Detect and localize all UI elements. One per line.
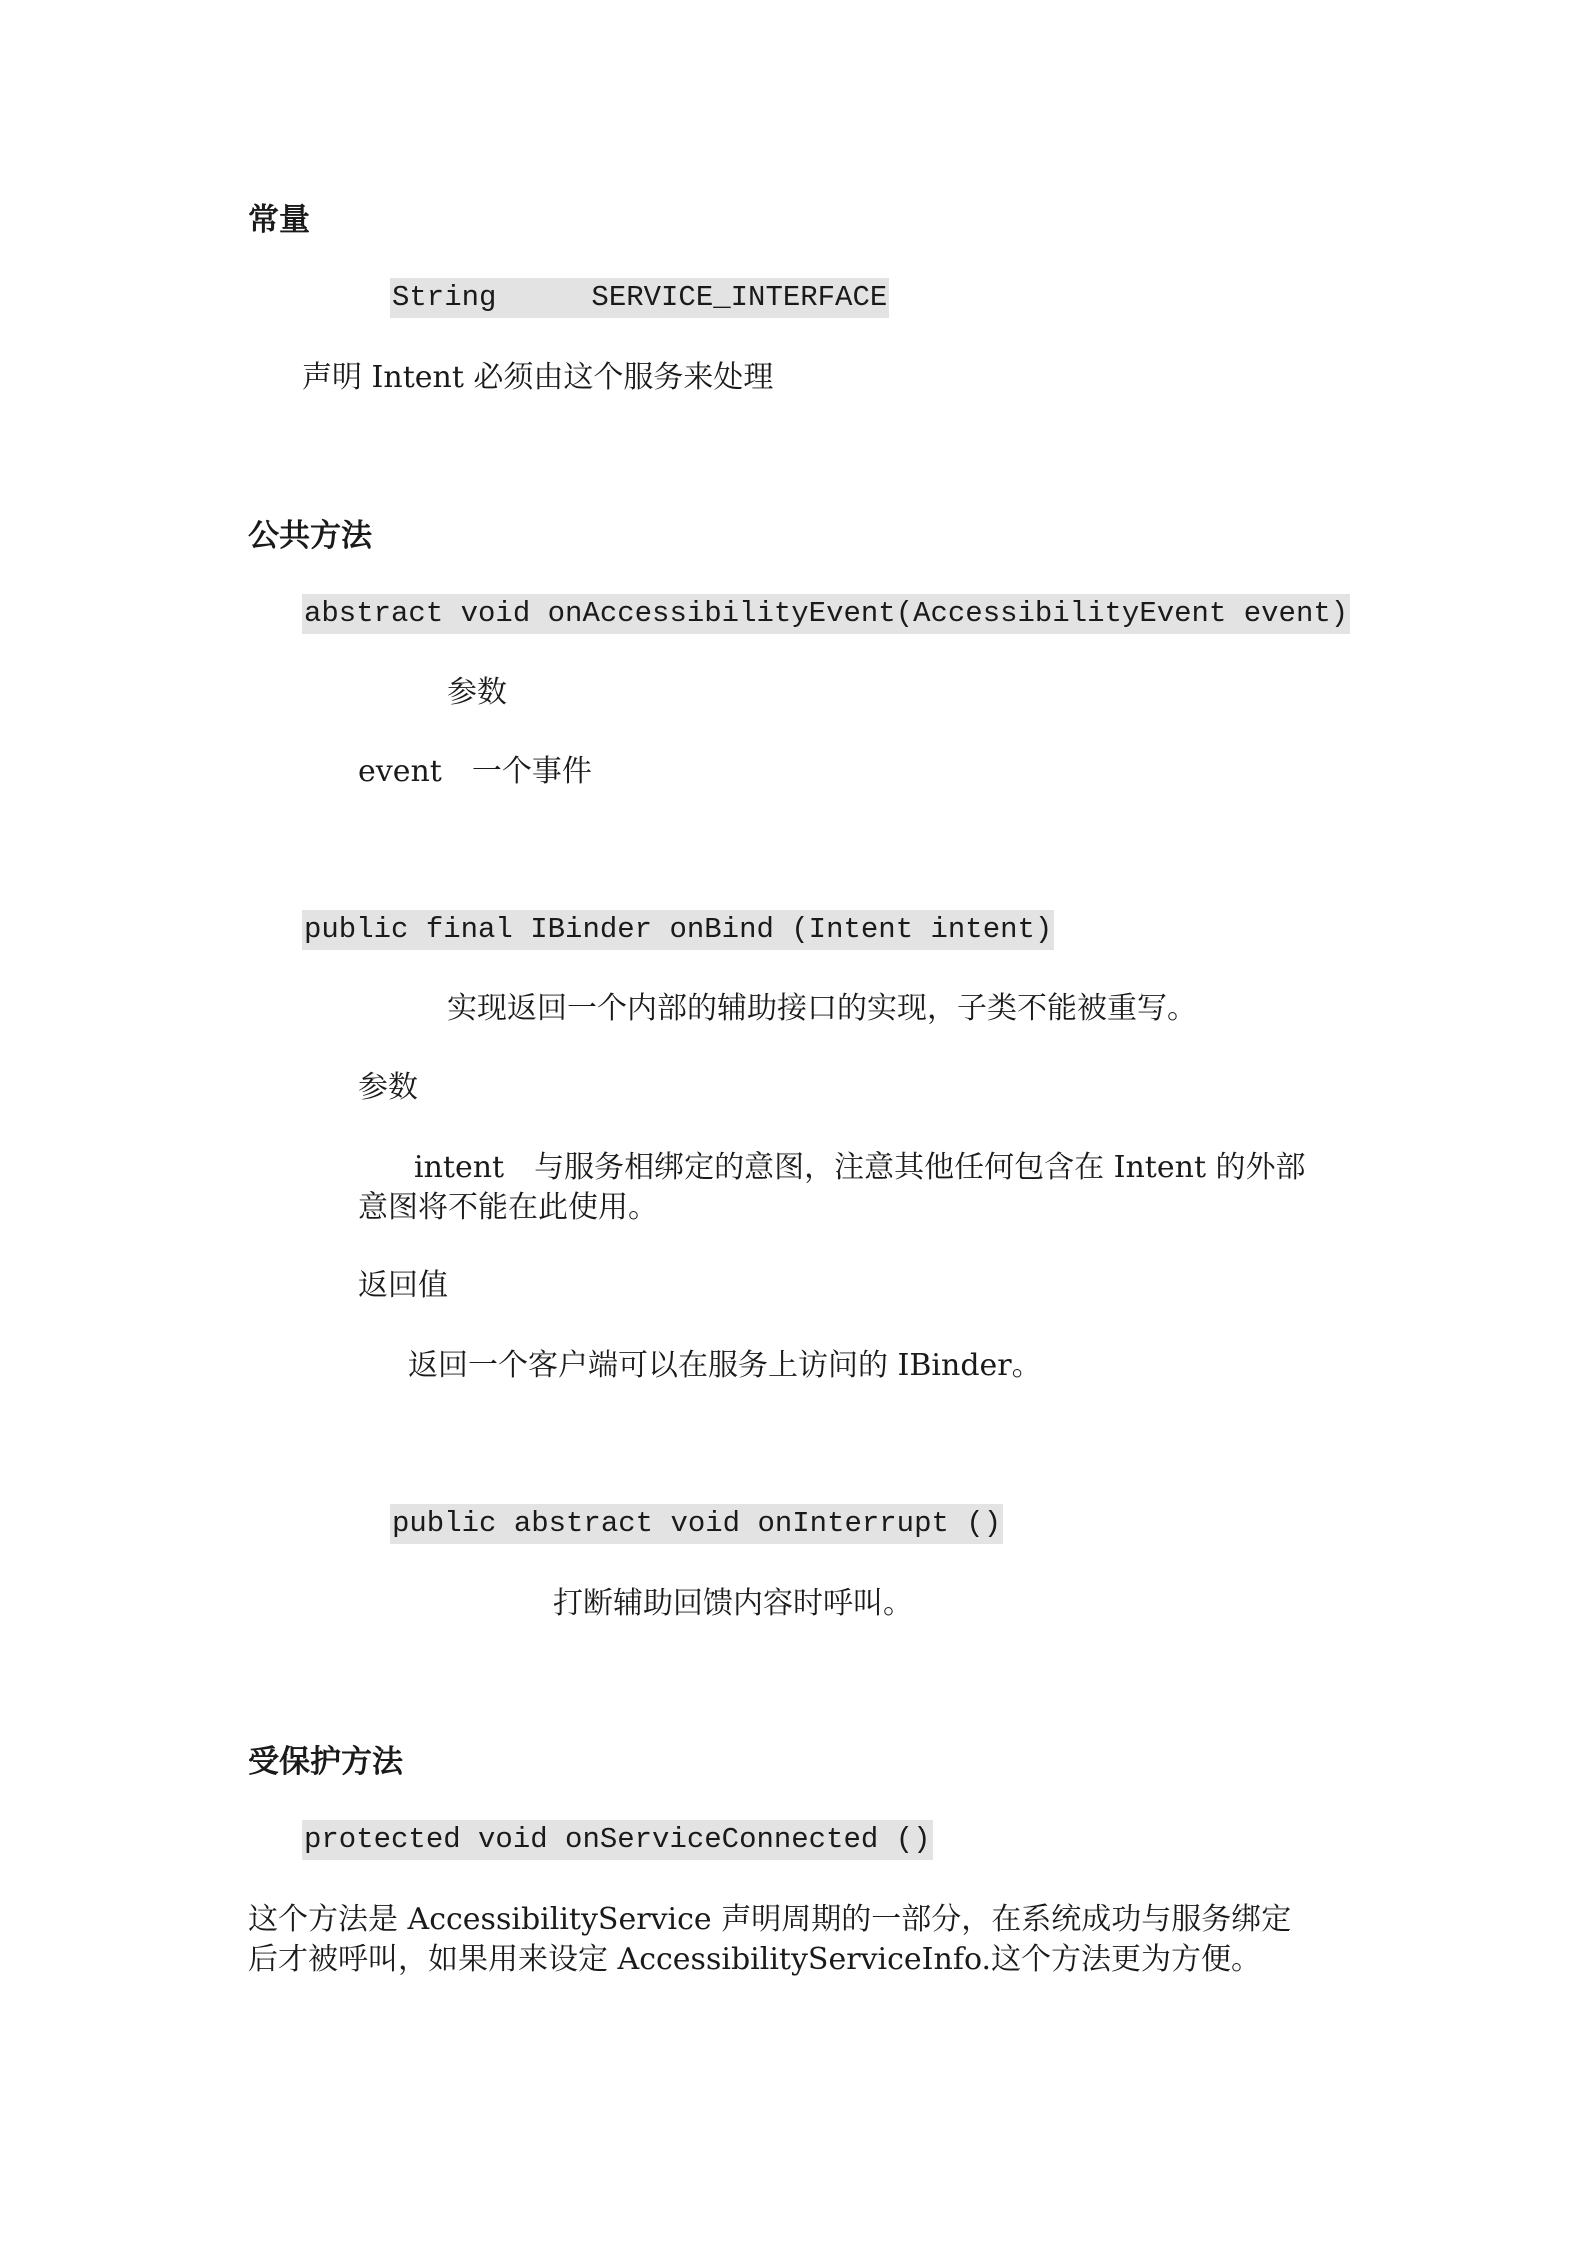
method-signature-onbind: public final IBinder onBind (Intent intent) [302,910,1054,950]
constant-name: SERVICE_INTERFACE [591,281,888,314]
onserviceconnected-description-line2: 后才被呼叫，如果用来设定 AccessibilityServiceInfo.这个方法更为方便。 [248,1942,1262,1977]
constant-type: String [392,281,497,314]
oninterrupt-description: 打断辅助回馈内容时呼叫。 [553,1586,913,1621]
constants-heading: 常量 [248,202,310,238]
onbind-description: 实现返回一个内部的辅助接口的实现，子类不能被重写。 [447,991,1197,1026]
params-label: 参数 [358,1070,418,1105]
params-label: 参数 [447,675,507,710]
param-intent-line2: 意图将不能在此使用。 [358,1190,658,1225]
return-label: 返回值 [358,1268,448,1303]
param-event: event 一个事件 [358,754,592,789]
onserviceconnected-description-line1: 这个方法是 AccessibilityService 声明周期的一部分，在系统成功与服务绑定 [248,1902,1292,1937]
return-description: 返回一个客户端可以在服务上访问的 IBinder。 [408,1348,1042,1383]
constant-description: 声明 Intent 必须由这个服务来处理 [302,360,774,395]
method-signature-onserviceconnected: protected void onServiceConnected () [302,1820,933,1860]
method-signature-onaccessibilityevent: abstract void onAccessibilityEvent(AccessibilityEvent event) [302,594,1350,634]
public-methods-heading: 公共方法 [248,518,372,554]
constant-declaration [390,278,889,318]
param-intent-line1: intent 与服务相绑定的意图，注意其他任何包含在 Intent 的外部 [414,1150,1306,1185]
method-signature-oninterrupt: public abstract void onInterrupt () [390,1504,1003,1544]
protected-methods-heading: 受保护方法 [248,1744,403,1780]
